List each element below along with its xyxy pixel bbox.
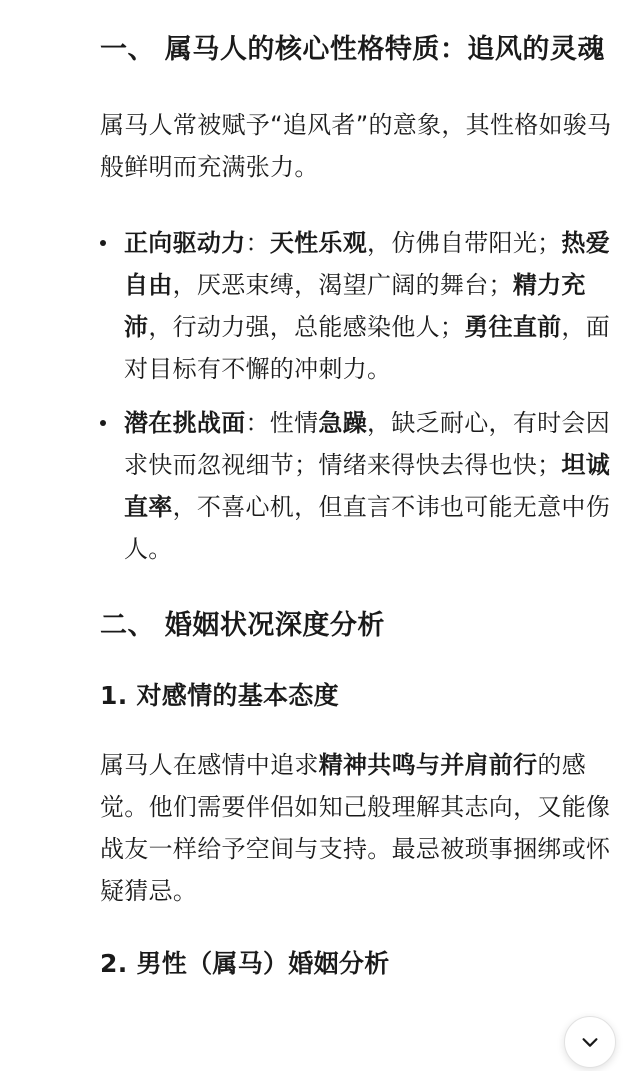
chevron-down-icon xyxy=(579,1031,601,1053)
bold-text: 正向驱动力 xyxy=(124,229,246,257)
bold-text: 精神共鸣与并肩前行 xyxy=(318,751,538,779)
bullet-text-challenges xyxy=(124,409,610,563)
text-run: ，面对目标有不懈的冲刺力。 xyxy=(124,313,611,383)
subheading-male-marriage: 2. 男性（属马）婚姻分析 xyxy=(100,949,390,978)
subheading-attitude: 1. 对感情的基本态度 xyxy=(100,681,339,710)
text-run: ，不喜心机，但直言不讳也可能无意中伤人。 xyxy=(124,493,611,563)
section-heading-personality: 一、 属马人的核心性格特质：追风的灵魂 xyxy=(100,34,605,65)
text-run: 属马人在感情中追求 xyxy=(100,751,319,779)
bold-text: 急躁 xyxy=(318,409,368,437)
trait-list xyxy=(100,222,620,570)
text-run: ，仿佛自带阳光； xyxy=(367,229,562,257)
bold-text: 勇往直前 xyxy=(464,313,562,341)
bold-text: 潜在挑战面 xyxy=(124,409,246,437)
text-run: 的感觉。他们需要伴侣如知己般理解其志向，又能像战友一样给予空间与支持。最忌被琐事捆绑或怀疑猜忌。 xyxy=(100,751,611,905)
list-item xyxy=(100,222,620,390)
section-heading-marriage: 二、 婚姻状况深度分析 xyxy=(100,610,385,641)
bold-text: 坦诚直率 xyxy=(124,451,611,521)
text-run: ：性情 xyxy=(245,409,319,437)
bold-text: 热爱自由 xyxy=(124,229,611,299)
scroll-down-button[interactable] xyxy=(564,1016,616,1068)
bold-text: 天性乐观 xyxy=(269,229,368,257)
bullet-dot xyxy=(100,420,106,426)
bold-text: 精力充沛 xyxy=(124,271,586,341)
article-content xyxy=(100,24,620,986)
list-item xyxy=(100,402,620,570)
intro-paragraph: 属马人常被赋予“追风者”的意象，其性格如骏马般鲜明而充满张力。 xyxy=(100,111,612,181)
text-run: ，行动力强，总能感染他人； xyxy=(148,313,465,341)
bullet-dot xyxy=(100,240,106,246)
text-run: ： xyxy=(245,229,270,257)
text-run: ，缺乏耐心，有时会因求快而忽视细节；情绪来得快去得也快； xyxy=(124,409,611,479)
bullet-text-positive xyxy=(124,229,610,383)
attitude-paragraph xyxy=(100,744,620,912)
text-run: ，厌恶束缚，渴望广阔的舞台； xyxy=(172,271,513,299)
